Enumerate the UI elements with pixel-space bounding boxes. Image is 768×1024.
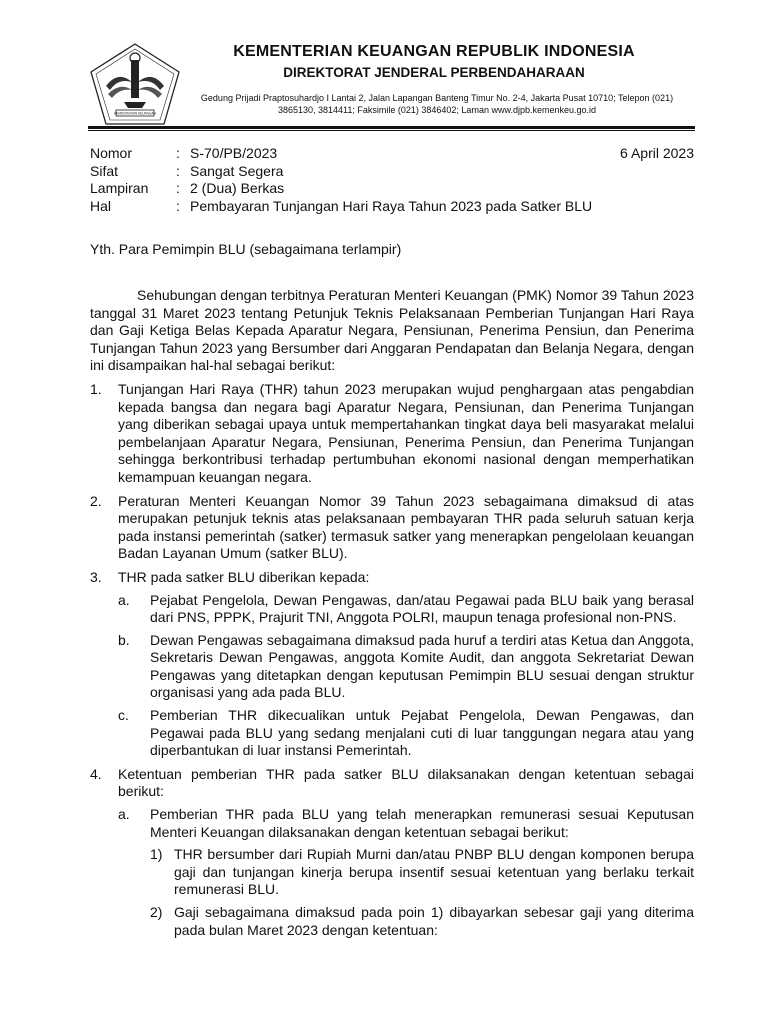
letter-urgency: Sangat Segera xyxy=(190,162,284,179)
meta-lampiran: Lampiran : 2 (Dua) Berkas xyxy=(90,180,694,198)
ministry-name: KEMENTERIAN KEUANGAN REPUBLIK INDONESIA xyxy=(233,43,635,60)
letter-number: S-70/PB/2023 xyxy=(190,145,278,161)
letterhead-address xyxy=(184,92,684,116)
meta-sifat: Sifat : Sangat Segera xyxy=(90,163,694,181)
list-item-3: 3. THR pada satker BLU diberikan kepada: a. Pejabat Pengelola, Dewan Pengawas, dan/atau Pegawai pada BLU baik yang berasal dari PNS, PPPK, Prajurit TNI, Anggota POLRI, maupun tenaga profesional non-PNS. b. Dewan Pengawas sebagaimana dimaksud pada huruf a terdiri atas Ketua dan Anggota, Sekretaris Dewan Pengawas, anggota Komite Audit, dan anggota Sekretariat Dewan Pengawas yang ditetapkan dengan keputusan Pemimpin BLU sesuai dengan struktur organisasi yang ada pada BLU. c. Pemberian THR dikecualikan untuk Pejabat Pengelola, Dewan Pengawas, dan Pegawai pada BLU yang sedang menjalani cuti di luar tanggungan negara atau yang diperbantukan di luar instansi Pemerintah. xyxy=(90,568,694,759)
letterhead xyxy=(184,42,684,116)
list-subitem-3c: c. Pemberian THR dikecualikan untuk Pejabat Pengelola, Dewan Pengawas, dan Pegawai pada BLU yang sedang menjalani cuti di luar tanggungan negara atau yang diperbantukan di luar instansi Pemerintah. xyxy=(118,707,694,759)
meta-nomor: Nomor : S-70/PB/2023 xyxy=(90,145,694,163)
intro-paragraph: Sehubungan dengan terbitnya Peraturan Menteri Keuangan (PMK) Nomor 39 Tahun 2023 tanggal 31 Maret 2023 tentang Petunjuk Teknis Pelaksanaan Pemberian Tunjangan Hari Raya dan Gaji Ketiga Belas Kepada Aparatur Negara, Pensiunan, Penerima Pensiun, dan Penerima Tunjangan Tahun 2023 yang Bersumber dari Anggaran Pendapatan dan Belanja Negara, dengan ini disampaikan hal-hal sebagai berikut: xyxy=(90,287,695,374)
list-subitem-3b: b. Dewan Pengawas sebagaimana dimaksud pada huruf a terdiri atas Ketua dan Anggota, Sekretaris Dewan Pengawas, anggota Komite Audit, dan anggota Sekretariat Dewan Pengawas yang ditetapkan dengan keputusan Pemimpin BLU sesuai dengan struktur organisasi yang ada pada BLU. xyxy=(118,631,694,701)
list-item-1: 1. Tunjangan Hari Raya (THR) tahun 2023 merupakan wujud penghargaan atas pengabdian kepada bangsa dan negara bagi Aparatur Negara, Pensiunan, dan Penerima Tunjangan yang diberikan sebagai upaya untuk mempertahankan tingkat daya beli masyarakat melalui pembelanjaan Aparatur Negara, Pensiunan, Penerima Pensiun, dan Penerima Tunjangan sehingga berkontribusi terhadap pertumbuhan ekonomi nasional dengan memperhatikan kemampuan keuangan negara. xyxy=(90,380,694,485)
recipient: Yth. Para Pemimpin BLU (sebagaimana terlampir) xyxy=(90,241,402,257)
address-line-1: Gedung Prijadi Praptosuhardjo I Lantai 2, Jalan Lapangan Banteng Timur No. 2-4, Jakarta Pusat 10710; Telepon (021) xyxy=(200,93,674,103)
letter-subject: Pembayaran Tunjangan Hari Raya Tahun 2023 pada Satker BLU xyxy=(190,198,593,215)
letterhead-rule-thin xyxy=(88,130,695,131)
directorate-name: DIREKTORAT JENDERAL PERBENDAHARAAN xyxy=(283,65,585,80)
letter-body xyxy=(90,287,694,945)
list-item-4: 4. Ketentuan pemberian THR pada satker BLU dilaksanakan dengan ketentuan sebagai berikut: a. Pemberian THR pada BLU yang telah menerapkan remunerasi sesuai Keputusan Menteri Keuangan dilaksanakan dengan ketentuan sebagai berikut: 1) THR bersumber dari Rupiah Murni dan/atau PNBP BLU dengan komponen berupa gaji dan tunjangan kinerja berupa insentif sesuai ketentuan yang berlaku terkait remunerasi BLU. 2) Gaji sebagaimana dimaksud pada poin 1) dibayarkan sebesar gaji yang diterima pada bulan Maret 2023 dengan ketentuan: xyxy=(90,765,694,938)
list-subitem-4a: a. Pemberian THR pada BLU yang telah menerapkan remunerasi sesuai Keputusan Menteri Keuangan dilaksanakan dengan ketentuan sebagai berikut: 1) THR bersumber dari Rupiah Murni dan/atau PNBP BLU dengan komponen berupa gaji dan tunjangan kinerja berupa insentif sesuai ketentuan yang berlaku terkait remunerasi BLU. 2) Gaji sebagaimana dimaksud pada poin 1) dibayarkan sebesar gaji yang diterima pada bulan Maret 2023 dengan ketentuan: xyxy=(118,806,694,938)
address-line-2: 3865130, 3814411; Faksimile (021) 3846402; Laman www.djpb.kemenkeu.go.id xyxy=(277,105,597,115)
svg-text:KEMENTERIAN KEUANGAN: KEMENTERIAN KEUANGAN xyxy=(114,111,156,116)
letterhead-rule-thick xyxy=(88,126,695,129)
list-subsubitem-4a1: 1) THR bersumber dari Rupiah Murni dan/atau PNBP BLU dengan komponen berupa gaji dan tunjangan kinerja berupa insentif sesuai ketentuan yang berlaku terkait remunerasi BLU. xyxy=(150,846,694,898)
list-item-2: 2. Peraturan Menteri Keuangan Nomor 39 Tahun 2023 sebagaimana dimaksud di atas merupakan petunjuk teknis atas pelaksanaan pembayaran THR pada seluruh satuan kerja pada instansi pemerintah (satker) termasuk satker yang menerapkan pengelolaan keuangan Badan Layanan Umum (satker BLU). xyxy=(90,492,694,562)
letter-attachments: 2 (Dua) Berkas xyxy=(190,180,285,197)
meta-hal: Hal : Pembayaran Tunjangan Hari Raya Tahun 2023 pada Satker BLU xyxy=(90,198,694,216)
letter-meta xyxy=(90,145,694,216)
ministry-logo-icon xyxy=(88,42,182,126)
list-subitem-3a: a. Pejabat Pengelola, Dewan Pengawas, dan/atau Pegawai pada BLU baik yang berasal dari PNS, PPPK, Prajurit TNI, Anggota POLRI, maupun tenaga profesional non-PNS. xyxy=(118,591,694,626)
list-subsubitem-4a2: 2) Gaji sebagaimana dimaksud pada poin 1) dibayarkan sebesar gaji yang diterima pada bulan Maret 2023 dengan ketentuan: xyxy=(150,904,694,938)
letter-date: 6 April 2023 xyxy=(620,145,694,161)
